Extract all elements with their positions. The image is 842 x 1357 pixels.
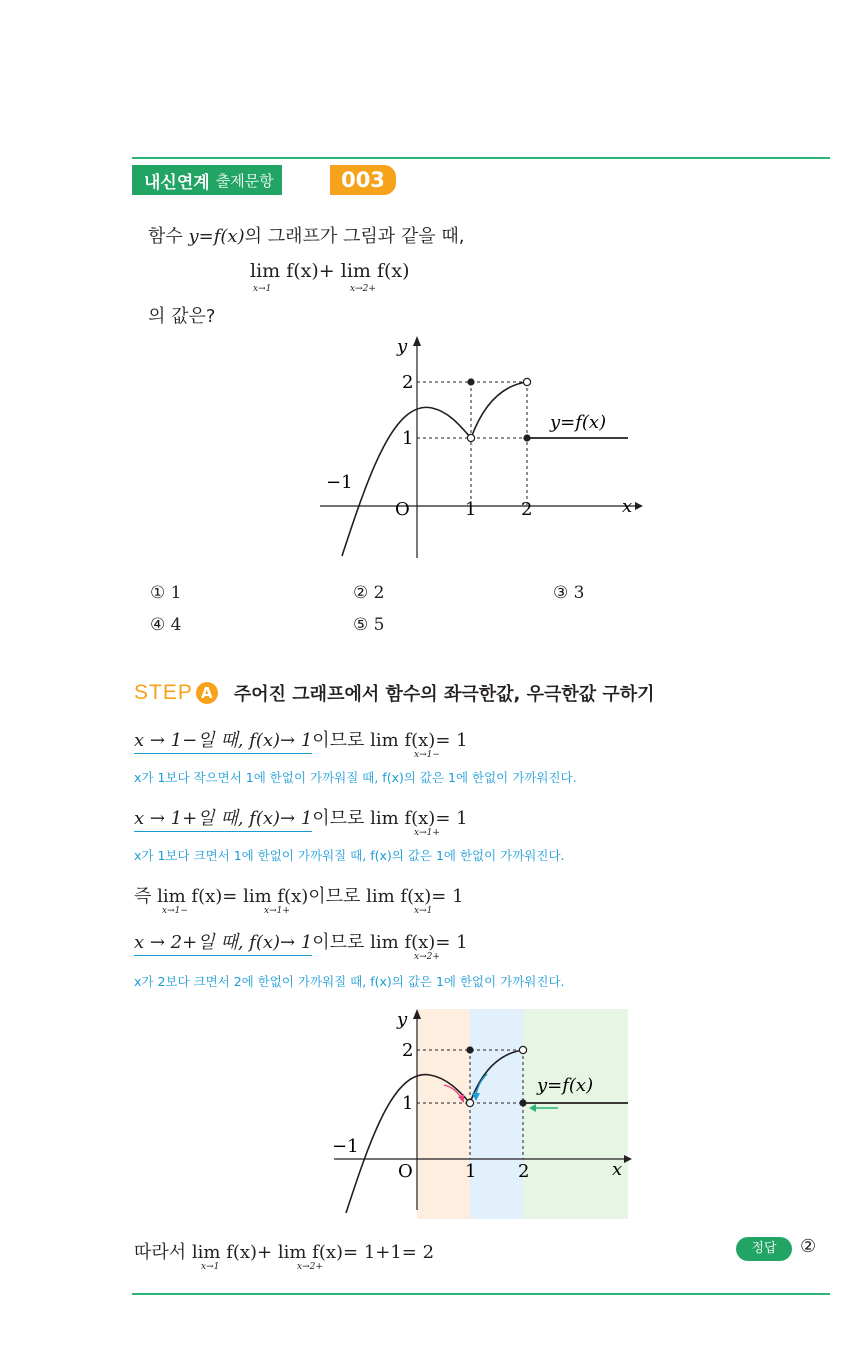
tick-y-2: 2 xyxy=(402,372,414,393)
region-between-1-2 xyxy=(470,1009,523,1219)
y-label: y xyxy=(397,336,408,357)
final-sub-2: x→2+ xyxy=(297,1262,323,1272)
x-label: x xyxy=(612,1159,623,1180)
header-tag-text: 출제문항 xyxy=(215,171,274,190)
step-heading xyxy=(134,680,655,706)
neg-one-label: −1 xyxy=(332,1136,359,1157)
answer-badge: 정답 xyxy=(736,1237,792,1261)
step-label: STEP xyxy=(134,681,193,704)
curve-middle xyxy=(471,382,527,438)
header-tag-bold: 내신연계 xyxy=(144,172,210,193)
origin-label: O xyxy=(398,1161,413,1182)
solution-line-4-underlined: x → 2+일 때, f(x)→ 1 xyxy=(134,932,312,956)
region-right-of-2 xyxy=(523,1009,628,1219)
solution-line-1-underlined: x → 1−일 때, f(x)→ 1 xyxy=(134,730,312,754)
x-label: x xyxy=(622,496,633,517)
open-point-1-1 xyxy=(466,1099,473,1106)
step-letter: A xyxy=(196,682,218,704)
note-3: x가 2보다 크면서 2에 한없이 가까워질 때, f(x)의 값은 1에 한없이 가까워진다. xyxy=(134,974,565,989)
problem-expr-sub-1: x→1 xyxy=(253,284,272,294)
answer-value: ② xyxy=(800,1236,817,1257)
solution-line-3: 즉 lim f(x)= lim f(x)이므로 lim f(x)= 1 xyxy=(134,886,464,907)
tick-x-1: 1 xyxy=(465,499,477,520)
solution-line-2-sub: x→1+ xyxy=(414,828,440,838)
origin-label: O xyxy=(395,499,410,520)
closed-point-1-2 xyxy=(467,378,474,385)
problem-line-1 xyxy=(148,222,465,248)
solution-line-4-rest: 이므로 lim f(x)= 1 xyxy=(312,932,468,953)
note-1: x가 1보다 작으면서 1에 한없이 가까워질 때, f(x)의 값은 1에 한없이 가까워진다. xyxy=(134,770,577,785)
choice-4[interactable]: ④ 4 xyxy=(150,615,182,635)
note-2: x가 1보다 크면서 1에 한없이 가까워질 때, f(x)의 값은 1에 한없이 가까워진다. xyxy=(134,848,565,863)
y-axis-arrow-icon xyxy=(413,336,421,346)
solution-line-4 xyxy=(134,928,468,954)
tick-y-1: 1 xyxy=(402,1093,414,1114)
solution-line-3-sub-3: x→1 xyxy=(414,906,433,916)
dashed-guides xyxy=(417,382,527,506)
graph-problem xyxy=(300,330,650,565)
problem-line-1-pre: 함수 xyxy=(148,226,189,247)
final-sub-1: x→1 xyxy=(201,1262,220,1272)
header-tag xyxy=(132,165,282,195)
solution-line-2 xyxy=(134,804,468,830)
choice-2[interactable]: ② 2 xyxy=(353,583,385,603)
choice-3[interactable]: ③ 3 xyxy=(553,583,585,603)
solution-line-3-sub-2: x→1+ xyxy=(264,906,290,916)
solution-line-2-rest: 이므로 lim f(x)= 1 xyxy=(312,808,468,829)
problem-expression: lim f(x)+ lim f(x) xyxy=(250,260,410,282)
y-label: y xyxy=(397,1009,408,1030)
solution-line-1 xyxy=(134,726,468,752)
tick-x-1: 1 xyxy=(465,1161,477,1182)
choice-5[interactable]: ⑤ 5 xyxy=(353,615,385,635)
solution-line-3-sub-1: x→1− xyxy=(162,906,188,916)
tick-y-1: 1 xyxy=(402,428,414,449)
problem-function: y=f(x) xyxy=(188,226,245,247)
curve-label: y=f(x) xyxy=(537,1075,594,1096)
solution-line-1-rest: 이므로 lim f(x)= 1 xyxy=(312,730,468,751)
curve-label: y=f(x) xyxy=(550,412,607,433)
open-point-2-2 xyxy=(523,378,530,385)
open-point-2-2 xyxy=(519,1046,526,1053)
step-title: 주어진 그래프에서 함수의 좌극한값, 우극한값 구하기 xyxy=(233,684,655,705)
footer-rule xyxy=(132,1293,830,1295)
tick-y-2: 2 xyxy=(402,1040,414,1061)
tick-x-2: 2 xyxy=(518,1161,530,1182)
neg-one-label: −1 xyxy=(326,472,353,493)
final-line: 따라서 lim f(x)+ lim f(x)= 1+1= 2 xyxy=(134,1242,435,1263)
closed-point-2-1 xyxy=(519,1099,526,1106)
region-left-of-1 xyxy=(417,1009,470,1219)
closed-point-2-1 xyxy=(523,434,530,441)
solution-line-2-underlined: x → 1+일 때, f(x)→ 1 xyxy=(134,808,312,832)
closed-point-1-2 xyxy=(466,1046,473,1053)
problem-expr-sub-2: x→2+ xyxy=(350,284,376,294)
problem-line-1-post: 의 그래프가 그림과 같을 때, xyxy=(244,226,465,247)
problem-line-3: 의 값은? xyxy=(148,306,216,327)
problem-number: 003 xyxy=(330,165,396,195)
open-point-1-1 xyxy=(467,434,474,441)
choice-1[interactable]: ① 1 xyxy=(150,583,182,603)
tick-x-2: 2 xyxy=(521,499,533,520)
graph-solution xyxy=(320,1005,640,1220)
header-rule xyxy=(132,157,830,159)
x-axis-arrow-icon xyxy=(635,502,643,510)
solution-line-1-sub: x→1− xyxy=(414,750,440,760)
solution-line-4-sub: x→2+ xyxy=(414,952,440,962)
